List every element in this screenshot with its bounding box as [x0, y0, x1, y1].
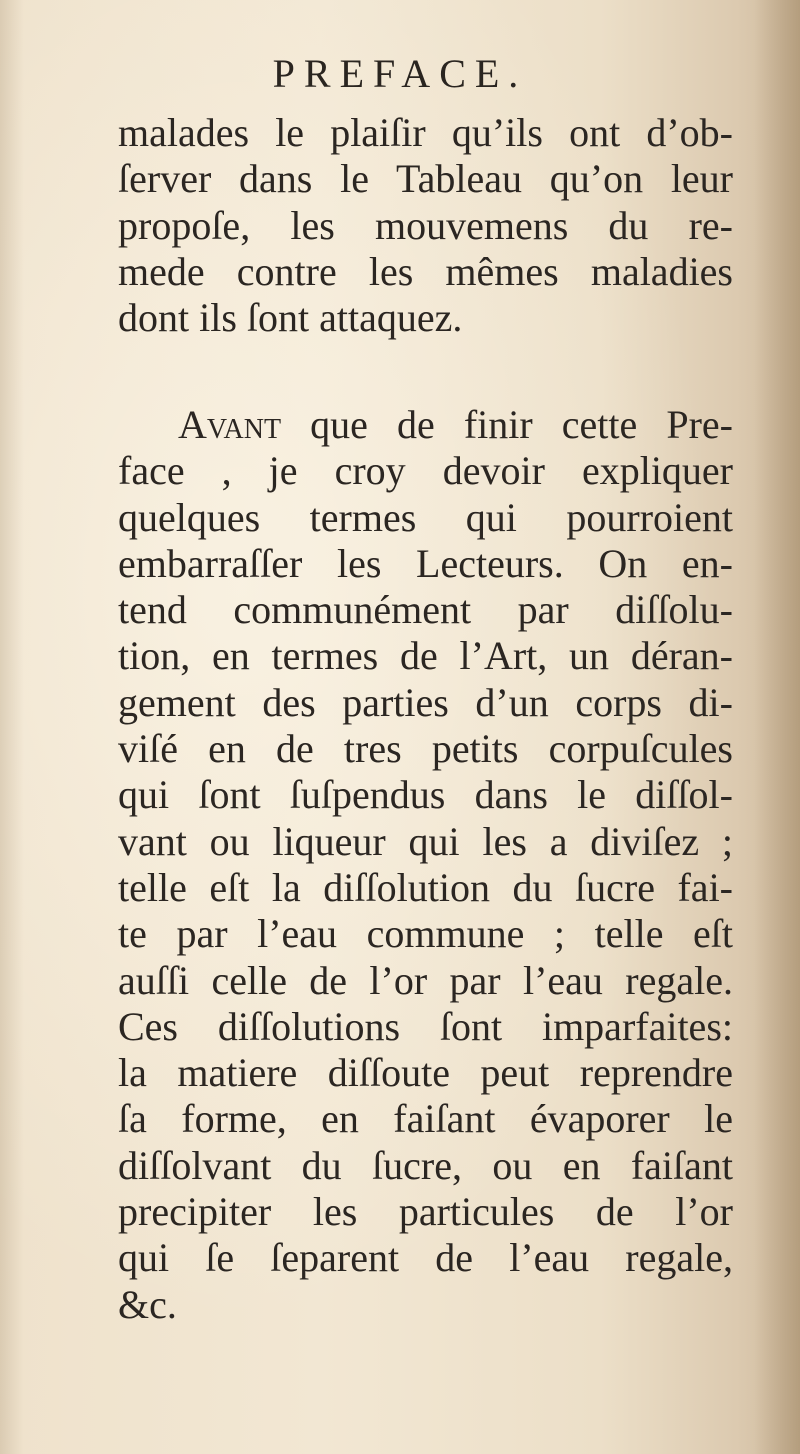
text-line: face , je croy devoir expliquer [118, 448, 733, 494]
text-line: tion, en termes de l’Art, un déran- [118, 633, 733, 679]
text-line: dont ils ſont attaquez. [118, 295, 463, 341]
text-line: malades le plaiſir qu’ils ont d’ob- [118, 110, 733, 155]
first-line-rest: que de finir cette Pre- [281, 402, 733, 447]
text-line: Ces diſſolutions ſont imparfaites: [118, 1003, 733, 1049]
text-line: qui ſont ſuſpendus dans le diſſol- [118, 772, 733, 818]
paragraph-1 [118, 110, 733, 341]
text-line: ſa forme, en faiſant évaporer le [118, 1096, 733, 1142]
text-line: propoſe, les mouvemens du re- [118, 202, 733, 248]
text-line: vant ou liqueur qui les a diviſez ; [118, 818, 733, 864]
text-line: gement des parties d’un corps di- [118, 679, 733, 725]
text-line: quelques termes qui pourroient [118, 494, 733, 540]
text-line: telle eſt la diſſolution du ſucre fai- [118, 864, 733, 910]
text-line: mede contre les mêmes maladies [118, 248, 733, 294]
running-header: PREFACE. [272, 51, 528, 96]
lead-word: Avant [178, 402, 282, 447]
text-line: viſé en de tres petits corpuſcules [118, 726, 733, 772]
text-line: te par l’eau commune ; telle eſt [118, 911, 733, 957]
text-line: ſerver dans le Tableau qu’on leur [118, 156, 733, 202]
text-line: tend communément par diſſolu- [118, 587, 733, 633]
text-line: embarraſſer les Lecteurs. On en- [118, 540, 733, 586]
text-line: auſſi celle de l’or par l’eau regale. [118, 957, 733, 1003]
paragraph-first-line [118, 402, 733, 448]
text-line: &c. [118, 1281, 177, 1327]
paragraph-2 [118, 402, 733, 1328]
text-line: la matiere diſſoute peut reprendre [118, 1050, 733, 1096]
text-line: precipiter les particules de l’or [118, 1189, 733, 1235]
text-line: diſſolvant du ſucre, ou en faiſant [118, 1142, 733, 1188]
text-line: qui ſe ſeparent de l’eau regale, [118, 1235, 733, 1281]
